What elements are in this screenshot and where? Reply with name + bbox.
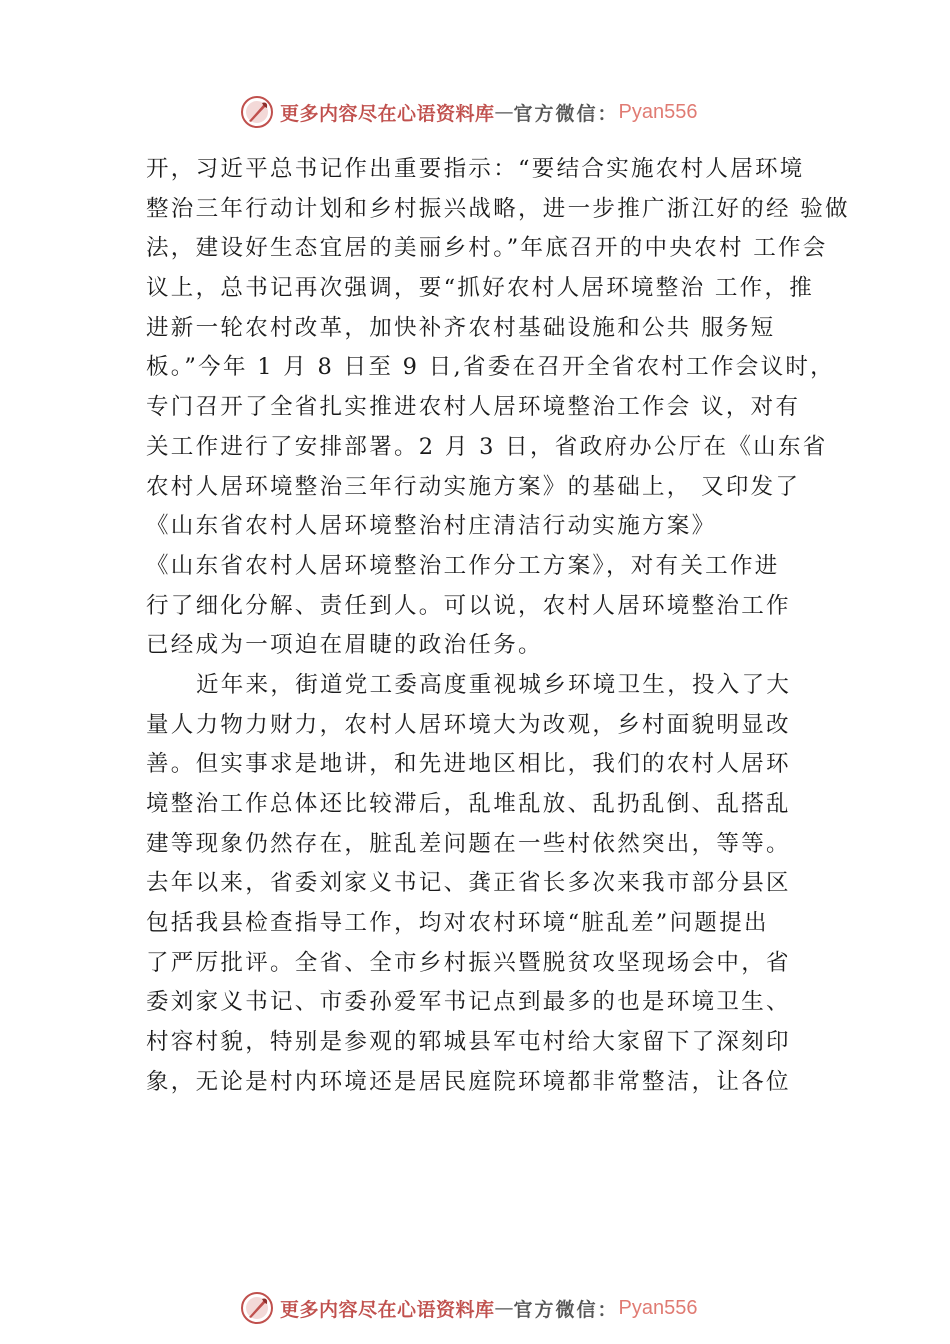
text-line: 善。但实事求是地讲，和先进地区相比，我们的农村人居环 bbox=[146, 751, 791, 778]
feather-pen-logo-icon bbox=[240, 1291, 274, 1325]
text-line: 开，习近平总书记作出重要指示：“要结合实施农村人居环境 bbox=[146, 156, 805, 182]
text-line: 关工作进行了安排部署。2 月 3 日，省政府办公厅在《山东省 bbox=[146, 433, 828, 460]
text-line: 板。”今年 1 月 8 日至 9 日,省委在召开全省农村工作会议时， bbox=[146, 354, 835, 381]
text-line: 包括我县检查指导工作，均对农村环境“脏乱差”问题提出 bbox=[146, 910, 769, 937]
document-body bbox=[146, 150, 850, 1103]
text-line: 已经成为一项迫在眉睫的政治任务。 bbox=[146, 632, 543, 659]
text-line: 法，建设好生态宜居的美丽乡村。”年底召开的中央农村 工作会 bbox=[146, 235, 828, 262]
text-line: 《山东省农村人居环境整治工作分工方案》，对有关工作进 bbox=[146, 552, 780, 579]
text-line: 委刘家义书记、市委孙爱军书记点到最多的也是环境卫生、 bbox=[146, 989, 791, 1016]
banner-main-text: 更多内容尽在心语资料库 bbox=[280, 1298, 495, 1321]
text-line: 量人力物力财力，农村人居环境大为改观，乡村面貌明显改 bbox=[146, 711, 791, 738]
header-banner bbox=[240, 94, 760, 130]
feather-pen-logo-icon bbox=[240, 95, 274, 129]
text-line: 了严厉批评。全省、全市乡村振兴暨脱贫攻坚现场会中，省 bbox=[146, 949, 791, 976]
text-line: 专门召开了全省扎实推进农村人居环境整治工作会 议，对有 bbox=[146, 394, 801, 421]
banner-main-text: 更多内容尽在心语资料库 bbox=[280, 102, 495, 125]
text-line: 议上，总书记再次强调，要“抓好农村人居环境整治 工作，推 bbox=[146, 275, 815, 302]
banner-wechat-id: Pyan556 bbox=[618, 100, 698, 123]
text-line: 行了细化分解、责任到人。可以说，农村人居环境整治工作 bbox=[146, 592, 791, 619]
banner-wechat-id: Pyan556 bbox=[618, 1296, 698, 1319]
banner-separator: — bbox=[494, 101, 514, 123]
banner-wechat-label: 官方微信： bbox=[513, 102, 619, 125]
text-line: 进新一轮农村改革，加快补齐农村基础设施和公共 服务短 bbox=[146, 314, 776, 341]
text-line: 境整治工作总体还比较滞后，乱堆乱放、乱扔乱倒、乱搭乱 bbox=[146, 791, 791, 817]
banner-wechat-label: 官方微信： bbox=[513, 1298, 619, 1321]
footer-banner bbox=[240, 1290, 760, 1326]
text-line: 象，无论是村内环境还是居民庭院环境都非常整洁，让各位 bbox=[146, 1068, 791, 1095]
paragraph-first-line: 近年来，街道党工委高度重视城乡环境卫生，投入了大 bbox=[196, 671, 792, 698]
banner-separator: — bbox=[494, 1297, 514, 1319]
text-line: 村容村貌，特别是参观的郓城县军屯村给大家留下了深刻印 bbox=[146, 1029, 791, 1056]
text-line: 《山东省农村人居环境整治村庄清洁行动实施方案》 bbox=[146, 513, 717, 540]
text-line: 农村人居环境整治三年行动实施方案》的基础上， 又印发了 bbox=[146, 473, 801, 500]
text-line: 建等现象仍然存在，脏乱差问题在一些村依然突出，等等。 bbox=[146, 830, 791, 857]
text-line: 整治三年行动计划和乡村振兴战略，进一步推广浙江好的经 验做 bbox=[146, 195, 850, 222]
text-line: 去年以来，省委刘家义书记、龚正省长多次来我市部分县区 bbox=[146, 870, 791, 897]
